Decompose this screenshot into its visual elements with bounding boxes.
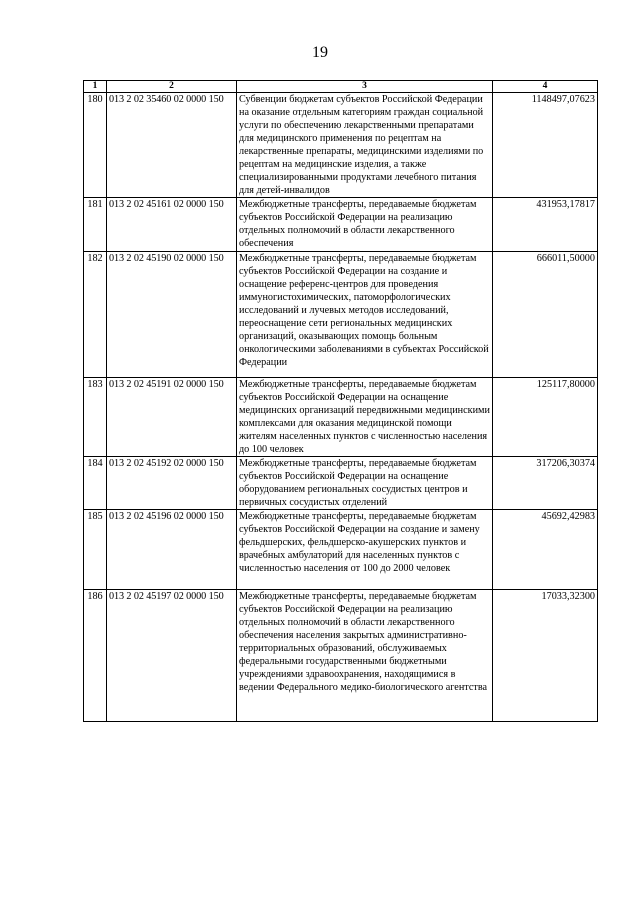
row-number: 182 — [84, 252, 107, 378]
item-description: Межбюджетные трансферты, передаваемые бюджетам субъектов Российской Федерации на оснащение оборудованием региональных сосудистых центров и первичных сосудистых отделений — [237, 457, 493, 510]
row-number: 186 — [84, 590, 107, 722]
amount: 45692,42983 — [493, 510, 598, 590]
table-header-row — [84, 81, 598, 93]
table-row — [84, 378, 598, 457]
item-description: Межбюджетные трансферты, передаваемые бюджетам субъектов Российской Федерации на реализацию отдельных полномочий в области лекарственного обеспечения населения закрытых административно-территориальных образований, обслуживаемых федеральными государственными бюджетными учреждениями здравоохранения, находящимися в ведении Федерального медико-биологического агентства — [237, 590, 493, 722]
budget-code: 013 2 02 45196 02 0000 150 — [107, 510, 237, 590]
row-number: 180 — [84, 93, 107, 198]
page-number: 19 — [312, 44, 328, 61]
budget-code: 013 2 02 45190 02 0000 150 — [107, 252, 237, 378]
row-number: 185 — [84, 510, 107, 590]
amount: 17033,32300 — [493, 590, 598, 722]
item-description: Субвенции бюджетам субъектов Российской Федерации на оказание отдельным категориям граждан социальной услуги по обеспечению лекарственными препаратами для медицинского применения по рецептам на лекарственные препараты, медицинскими изделиями по рецептам на медицинские изделия, а также специализированными продуктами лечебного питания для детей-инвалидов — [237, 93, 493, 198]
budget-table — [83, 80, 598, 722]
table-row — [84, 510, 598, 590]
column-header-2: 2 — [107, 81, 237, 93]
row-number: 184 — [84, 457, 107, 510]
amount: 125117,80000 — [493, 378, 598, 457]
column-header-4: 4 — [493, 81, 598, 93]
item-description: Межбюджетные трансферты, передаваемые бюджетам субъектов Российской Федерации на реализацию отдельных полномочий в области лекарственного обеспечения — [237, 198, 493, 252]
budget-code: 013 2 02 45161 02 0000 150 — [107, 198, 237, 252]
amount: 317206,30374 — [493, 457, 598, 510]
item-description: Межбюджетные трансферты, передаваемые бюджетам субъектов Российской Федерации на создание и оснащение референс-центров для проведения иммуногистохимических, патоморфологических исследований и лучевых методов исследований, переоснащение сети региональных медицинских организаций, оказывающих помощь больным онкологическими заболеваниями в субъектах Российской Федерации — [237, 252, 493, 378]
budget-code: 013 2 02 45197 02 0000 150 — [107, 590, 237, 722]
amount: 1148497,07623 — [493, 93, 598, 198]
table-row — [84, 252, 598, 378]
item-description: Межбюджетные трансферты, передаваемые бюджетам субъектов Российской Федерации на создание и замену фельдшерских, фельдшерско-акушерских пунктов и врачебных амбулаторий для населенных пунктов с численностью населения от 100 до 2000 человек — [237, 510, 493, 590]
row-number: 183 — [84, 378, 107, 457]
table-row — [84, 457, 598, 510]
budget-code: 013 2 02 45191 02 0000 150 — [107, 378, 237, 457]
row-number: 181 — [84, 198, 107, 252]
amount: 666011,50000 — [493, 252, 598, 378]
table-row — [84, 590, 598, 722]
item-description: Межбюджетные трансферты, передаваемые бюджетам субъектов Российской Федерации на оснащение медицинских организаций передвижными медицинскими комплексами для оказания медицинской помощи жителям населенных пунктов с численностью населения до 100 человек — [237, 378, 493, 457]
table-row — [84, 198, 598, 252]
column-header-3: 3 — [237, 81, 493, 93]
table-row — [84, 93, 598, 198]
column-header-1: 1 — [84, 81, 107, 93]
budget-code: 013 2 02 35460 02 0000 150 — [107, 93, 237, 198]
amount: 431953,17817 — [493, 198, 598, 252]
budget-code: 013 2 02 45192 02 0000 150 — [107, 457, 237, 510]
